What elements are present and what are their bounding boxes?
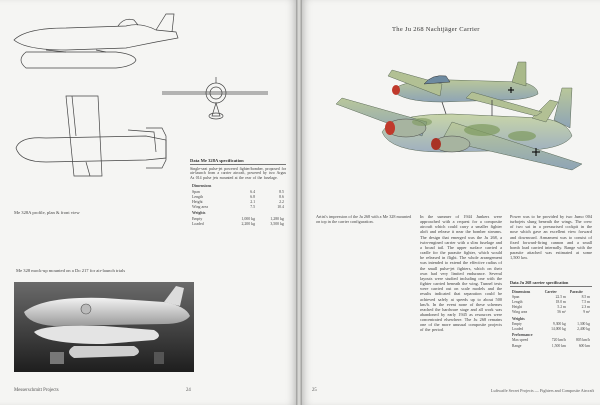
cell-v1: 1,000 kg: [241, 216, 256, 221]
cell-v1: 2,200 kg: [241, 221, 256, 226]
cell-label: Height: [512, 305, 523, 310]
cell-v2: 2.2: [279, 199, 284, 204]
right-spec-row: [510, 327, 592, 332]
cell-v1: 56 m²: [557, 310, 566, 315]
cell-label: Empty: [192, 216, 203, 221]
cell-label: Length: [512, 300, 523, 304]
cell-v1: 1,500 km: [551, 343, 566, 348]
right-page-header: The Ju 268 Nachtjäger Carrier: [392, 26, 480, 33]
cell-label: Loaded: [512, 327, 524, 332]
photo-caption: Me 328 mock-up mounted on a Do 217 for air-launch trials: [16, 268, 126, 273]
right-spec-table: [510, 289, 592, 349]
cell-v1: 7.5: [250, 205, 256, 210]
ju268-illustration: [332, 52, 594, 182]
left-page-number: 24: [186, 388, 191, 393]
cell-label: Max speed: [512, 338, 529, 343]
left-page: [0, 0, 296, 405]
left-spec-table: [190, 183, 286, 227]
cell-label: Height: [192, 199, 203, 204]
cell-v2: 1,280 kg: [270, 216, 284, 221]
cell-label: Loaded: [192, 221, 204, 226]
section-label: Weights: [512, 316, 525, 321]
right-running-footer: Luftwaffe Secret Projects — Fighters and Composite Aircraft: [490, 388, 594, 393]
left-spec-title: Data Me 328A specification: [190, 158, 244, 163]
cell-v2: 1,300 kg: [577, 321, 590, 326]
cell-v2: 2,400 kg: [577, 327, 590, 332]
me328-front-view: [160, 72, 270, 122]
left-spec-box: [190, 158, 286, 227]
cell-v2: 805 km/h: [575, 338, 590, 343]
cell-v2: 8.6: [279, 194, 284, 199]
cell-label: Wing area: [192, 205, 208, 210]
cell-label: Span: [512, 294, 520, 299]
illustration-caption: Artist's impression of the Ju 268 with a Me 328 mounted on top in the carrier configuration.: [316, 214, 412, 224]
cell-v1: 18.0 m: [555, 300, 566, 304]
right-spec-box: [510, 280, 592, 349]
section-label: Dimensions: [512, 289, 531, 294]
body-column-1: In the summer of 1944 Junkers were approached with a request for a composite aircraft which could carry a smaller fighter aloft and release it near the bomber streams. The design that emerged was the Ju 268, a twin-engined carrier with a slim fuselage and a broad tail. The upper surface carried a cradle for the parasite fighter, which would be released in flight. The whole arrangement was intended to extend the effective radius of the small pulse-jet fighters, which on their own had very limited endurance. Several layouts were studied including one with the fighter carried beneath the wing. Tunnel tests were carried out on scale models and the results indicated that separation could be achieved safely at speeds up to about 500 km/h. In the event none of these schemes reached the hardware stage and all work was abandoned by early 1945 as resources were concentrated elsewhere. The Ju 268 remains one of the more unusual composite projects of the period.: [420, 214, 502, 333]
section-label: Dimensions: [192, 184, 212, 189]
cell-v2: 600 km: [578, 343, 590, 348]
cell-label: Range: [512, 343, 522, 348]
cell-v1: 22.5 m: [555, 294, 566, 299]
cell-v2: 10.4: [277, 205, 284, 210]
plan-wing: [66, 96, 102, 176]
left-spec-intro: Single-seat pulse-jet powered fighter/bomber, proposed for air-launch from a carrier aircraft, powered by two Argus As 014 pulse jets mounted at the rear of the fuselage.: [190, 166, 286, 180]
section-label: Weights: [192, 211, 206, 216]
right-spec-row: [510, 338, 592, 343]
cell-v2: 3,500 kg: [270, 221, 284, 226]
cell-label: Empty: [512, 321, 522, 326]
photo-image: [14, 282, 194, 372]
cell-v1: 14,000 kg: [551, 327, 566, 332]
cell-label: Length: [192, 194, 204, 199]
right-spec-row: [510, 344, 592, 349]
side-pulsejet: [21, 52, 136, 68]
right-page-number: 25: [312, 388, 317, 393]
section-v2: Parasite: [569, 289, 583, 294]
side-fuselage: [14, 25, 178, 50]
left-spec-row: [190, 222, 286, 227]
body-column-2: Power was to be provided by two Jumo 004 turbojets slung beneath the wings. The crew of two sat in a pressurised cockpit in the nose which gave an excellent view forward and downward. Armament was to consist of fixed forward-firing cannon and a small bomb load carried internally. Range with the parasite attached was estimated at some 1,500 km.: [510, 214, 592, 261]
drawing-caption: Me 328A profile, plan & front view: [14, 210, 80, 215]
plan-fuselage: [16, 136, 166, 162]
side-tail: [156, 14, 174, 32]
cell-label: Wing area: [512, 310, 528, 315]
cell-v2: 7.5 m: [581, 300, 590, 304]
left-running-footer: Messerschmitt Projects: [14, 388, 59, 393]
right-spec-row: [510, 289, 592, 295]
cell-v1: 720 km/h: [551, 338, 566, 343]
cell-v2: 8.5: [279, 189, 284, 194]
cell-v2: 8.5 m: [581, 294, 590, 299]
cell-v1: 2.1: [250, 199, 256, 204]
archive-photo: [14, 282, 194, 372]
plan-tail: [146, 128, 166, 168]
section-v1: Carrier: [544, 289, 557, 294]
right-page: [302, 0, 600, 405]
cell-v1: 6.4: [250, 189, 256, 194]
cell-v2: 2.3 m: [581, 305, 590, 310]
cell-v1: 5.2 m: [557, 305, 566, 310]
cell-v1: 6.8: [250, 194, 256, 199]
right-spec-title: Data Ju 268 carrier specification: [510, 280, 569, 285]
cell-label: Span: [192, 189, 200, 194]
cell-v1: 9,300 kg: [552, 321, 566, 326]
section-label: Performance: [512, 333, 533, 338]
cell-v2: 9 m²: [583, 310, 590, 315]
